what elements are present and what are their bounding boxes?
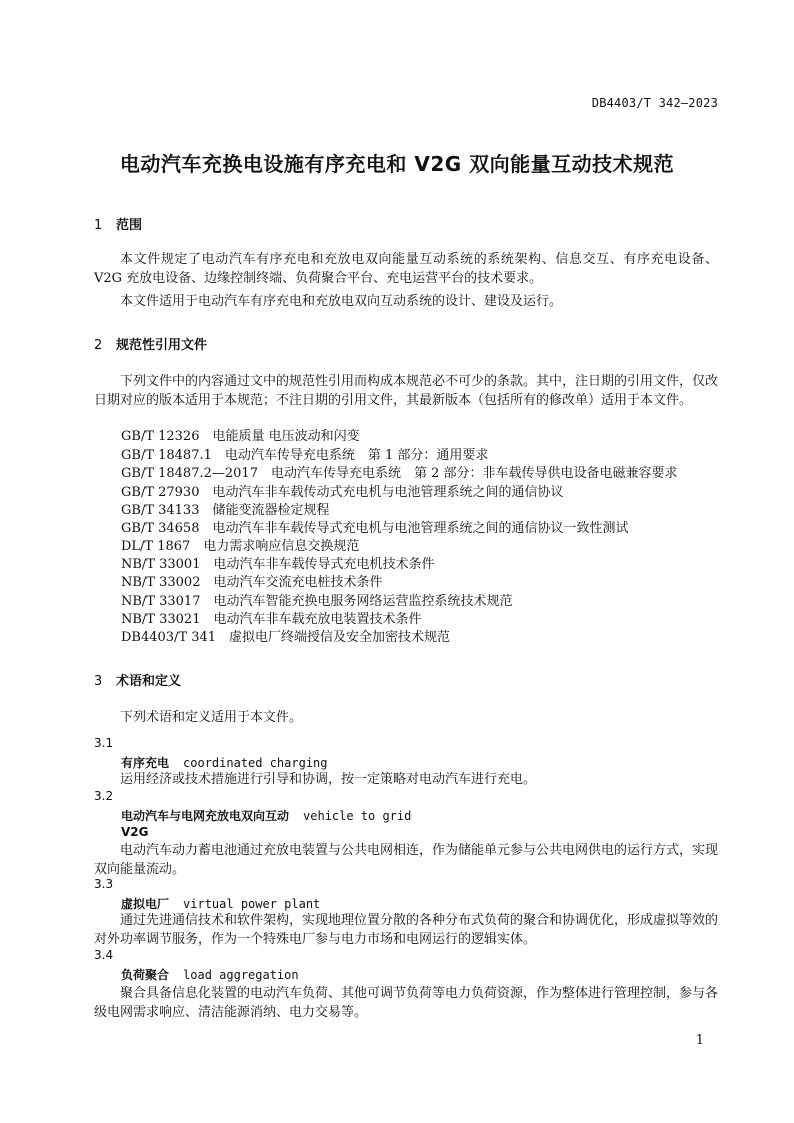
term-number: 3.1 <box>94 736 114 750</box>
section-title: 范围 <box>116 218 143 233</box>
term-heading <box>121 807 411 824</box>
scope-paragraph-1: 本文件规定了电动汽车有序充电和充放电双向能量互动系统的系统架构、信息交互、有序充电设备、V2G 充放电设备、边缘控制终端、负荷聚合平台、充电运营平台的技术要求。 <box>94 252 718 286</box>
term-number: 3.4 <box>94 948 114 962</box>
normative-intro: 下列文件中的内容通过文中的规范性引用而构成本规范必不可少的条款。其中，注日期的引用文件，仅改日期对应的版本适用于本规范；不注日期的引用文件，其最新版本（包括所有的修改单）适用于本文件。 <box>94 374 719 408</box>
term-definition: 电动汽车动力蓄电池通过充放电装置与公共电网相连，作为储能单元参与公共电网供电的运行方式，实现双向能量流动。 <box>94 843 719 877</box>
section-number: 1 <box>94 218 103 233</box>
term-definition: 运用经济或技术措施进行引导和协调，按一定策略对电动汽车进行充电。 <box>120 772 537 787</box>
document-title: 电动汽车充换电设施有序充电和 V2G 双向能量互动技术规范 <box>119 152 675 176</box>
term-en: load aggregation <box>183 968 299 982</box>
reference-item: GB/T 12326 电能质量 电压波动和闪变 <box>121 429 360 444</box>
term-en: coordinated charging <box>183 756 328 770</box>
term-zh: 虚拟电厂 <box>121 897 170 911</box>
reference-item: GB/T 27930 电动汽车非车载传动式充电机与电池管理系统之间的通信协议 <box>121 485 564 500</box>
section-3-heading <box>94 670 181 689</box>
term-definition: 通过先进通信技术和软件架构，实现地理位置分散的各种分布式负荷的聚合和协调优化，形成虚拟等效的对外功率调节服务，作为一个特殊电厂参与电力市场和电网运行的逻辑实体。 <box>94 913 719 947</box>
scope-paragraph-2: 本文件适用于电动汽车有序充电和充放电双向互动系统的设计、建设及运行。 <box>120 294 563 309</box>
term-zh: 电动汽车与电网充放电双向互动 <box>121 809 290 823</box>
reference-item: NB/T 33017 电动汽车智能充换电服务网络运营监控系统技术规范 <box>121 594 513 609</box>
term-zh: 负荷聚合 <box>121 968 170 982</box>
term-heading <box>121 895 320 912</box>
section-number: 3 <box>94 674 103 689</box>
reference-item: GB/T 34133 储能变流器检定规程 <box>121 503 330 518</box>
terms-intro: 下列术语和定义适用于本文件。 <box>120 710 303 725</box>
section-1-heading <box>94 214 142 233</box>
term-zh: 有序充电 <box>121 756 170 770</box>
section-number: 2 <box>94 338 103 353</box>
page-number: 1 <box>695 1033 704 1048</box>
reference-item: NB/T 33002 电动汽车交流充电桩技术条件 <box>121 575 383 590</box>
reference-item: GB/T 18487.1 电动汽车传导充电系统 第 1 部分：通用要求 <box>121 448 489 463</box>
section-title: 规范性引用文件 <box>116 338 208 353</box>
term-abbreviation: V2G <box>121 825 149 839</box>
term-en: virtual power plant <box>183 897 321 911</box>
reference-item: NB/T 33021 电动汽车非车载充放电装置技术条件 <box>121 612 422 627</box>
section-title: 术语和定义 <box>116 674 182 689</box>
reference-item: DL/T 1867 电力需求响应信息交换规范 <box>121 539 360 554</box>
term-number: 3.2 <box>94 789 114 803</box>
reference-item: DB4403/T 341 虚拟电厂终端授信及安全加密技术规范 <box>121 630 451 645</box>
term-heading <box>121 966 299 983</box>
term-heading <box>121 754 328 771</box>
reference-item: GB/T 18487.2—2017 电动汽车传导充电系统 第 2 部分：非车载传导供电设备电磁兼容要求 <box>121 466 678 481</box>
reference-item: NB/T 33001 电动汽车非车载传导式充电机技术条件 <box>121 557 435 572</box>
standard-code: DB4403/T 342—2023 <box>591 96 718 110</box>
reference-item: GB/T 34658 电动汽车非车载传导式充电机与电池管理系统之间的通信协议一致性测试 <box>121 521 629 536</box>
term-definition: 聚合具备信息化装置的电动汽车负荷、其他可调节负荷等电力负荷资源，作为整体进行管理控制，参与各级电网需求响应、清洁能源消纳、电力交易等。 <box>94 986 719 1020</box>
term-number: 3.3 <box>94 877 114 891</box>
section-2-heading <box>94 334 207 353</box>
term-en: vehicle to grid <box>303 809 412 823</box>
